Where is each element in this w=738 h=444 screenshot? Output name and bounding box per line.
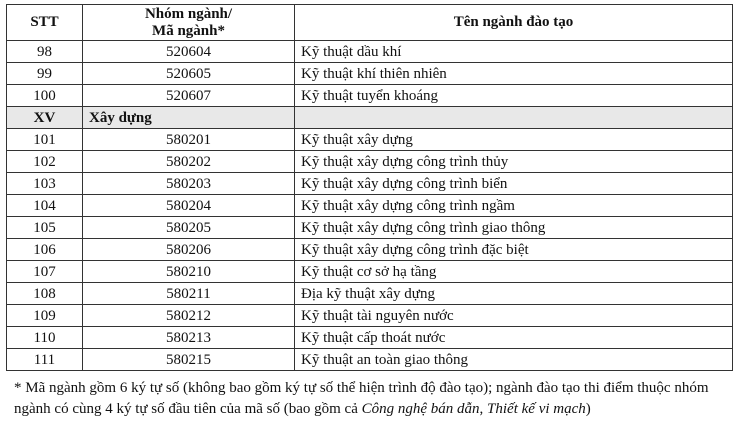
table-row [7,217,733,239]
row-code: 520604 [83,41,295,63]
row-name: Kỹ thuật xây dựng công trình giao thông [295,217,733,239]
footnote-italic-1: Công nghệ bán dẫn [361,401,480,417]
row-code: 580212 [83,305,295,327]
group-row [7,107,733,129]
group-stt: XV [7,107,83,129]
row-name: Kỹ thuật an toàn giao thông [295,349,733,371]
row-stt: 106 [7,239,83,261]
row-code: 580213 [83,327,295,349]
table-row [7,151,733,173]
row-name: Kỹ thuật dầu khí [295,41,733,63]
row-name: Kỹ thuật tuyển khoáng [295,85,733,107]
header-code-line1: Nhóm ngành/ [144,5,233,22]
row-stt: 107 [7,261,83,283]
row-name: Kỹ thuật xây dựng công trình ngầm [295,195,733,217]
row-stt: 102 [7,151,83,173]
table-row [7,305,733,327]
row-stt: 99 [7,63,83,85]
row-code: 580210 [83,261,295,283]
row-stt: 108 [7,283,83,305]
table-row [7,129,733,151]
row-code: 580215 [83,349,295,371]
table-body [7,41,733,371]
row-stt: 111 [7,349,83,371]
table-row [7,85,733,107]
row-code: 580201 [83,129,295,151]
table-row [7,41,733,63]
table-row [7,327,733,349]
row-name: Kỹ thuật cơ sở hạ tầng [295,261,733,283]
footnote-sep: , [479,401,488,417]
footnote-text-1: * Mã ngành gồm 6 ký tự số (không bao gồm ký tự số thể hiện trình độ đào tạo); ngành đào tạo thi điểm thuộc nhóm ngành có cùng 4 ký tự số đầu tiên của mã số (bao gồm cả [14,380,709,417]
header-name: Tên ngành đào tạo [295,5,733,41]
table-row [7,63,733,85]
group-empty-cell [295,107,733,129]
row-name: Địa kỹ thuật xây dựng [295,283,733,305]
footnote-italic-2: Thiết kế vi mạch [487,401,586,417]
table-header-row [7,5,733,41]
row-stt: 109 [7,305,83,327]
row-stt: 110 [7,327,83,349]
row-name: Kỹ thuật xây dựng công trình thủy [295,151,733,173]
table-row [7,239,733,261]
row-name: Kỹ thuật xây dựng công trình biển [295,173,733,195]
header-stt: STT [7,5,83,41]
table-row [7,173,733,195]
table-row [7,349,733,371]
row-code: 520607 [83,85,295,107]
row-name: Kỹ thuật tài nguyên nước [295,305,733,327]
row-name: Kỹ thuật xây dựng công trình đặc biệt [295,239,733,261]
header-code-line2: Mã ngành* [152,22,225,39]
row-stt: 104 [7,195,83,217]
row-code: 580204 [83,195,295,217]
row-code: 580202 [83,151,295,173]
table-row [7,195,733,217]
row-code: 580211 [83,283,295,305]
row-code: 520605 [83,63,295,85]
row-stt: 101 [7,129,83,151]
row-name: Kỹ thuật xây dựng [295,129,733,151]
header-code [83,5,295,41]
row-code: 580206 [83,239,295,261]
row-stt: 100 [7,85,83,107]
footnote-text-2: ) [585,401,591,417]
row-code: 580205 [83,217,295,239]
row-name: Kỹ thuật cấp thoát nước [295,327,733,349]
table-row [7,261,733,283]
row-stt: 103 [7,173,83,195]
table-row [7,283,733,305]
footnote [14,378,730,420]
major-table [6,4,733,371]
row-name: Kỹ thuật khí thiên nhiên [295,63,733,85]
row-code: 580203 [83,173,295,195]
group-name: Xây dựng [83,107,295,129]
row-stt: 98 [7,41,83,63]
row-stt: 105 [7,217,83,239]
